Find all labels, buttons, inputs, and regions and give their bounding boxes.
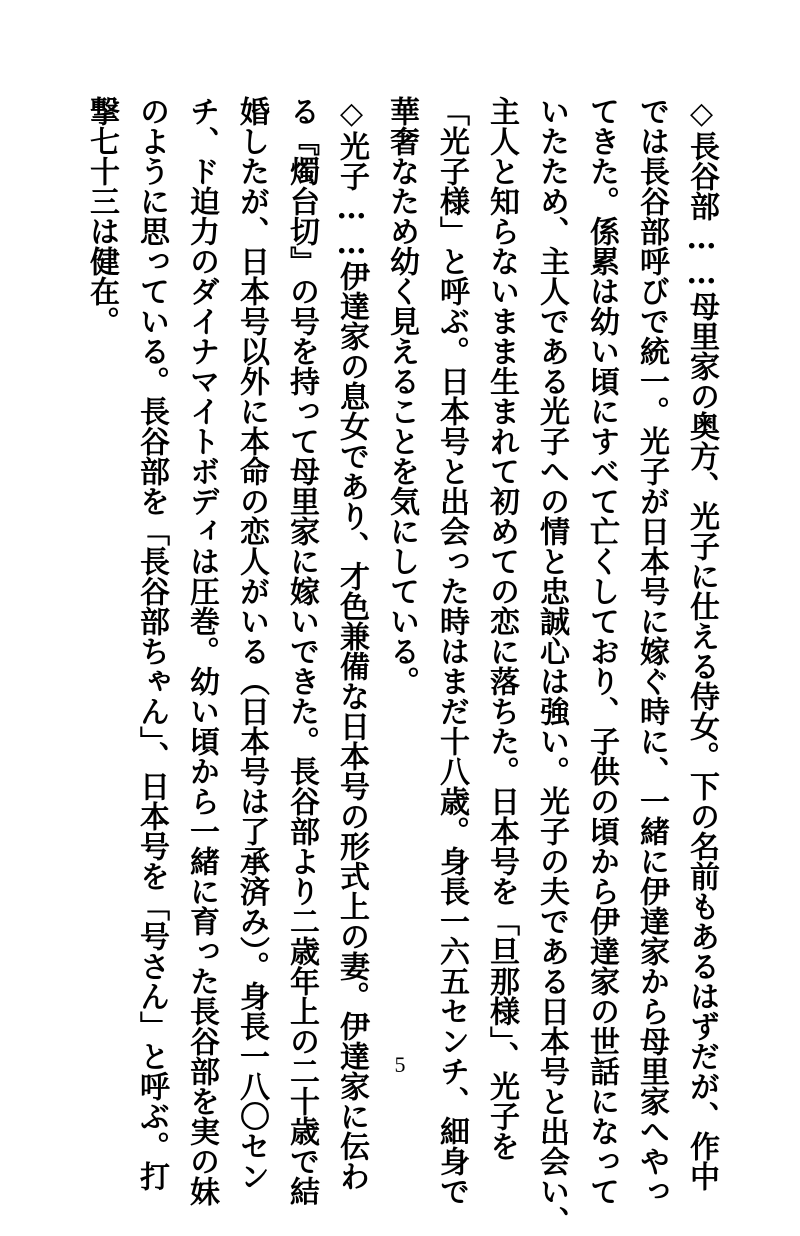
page-number: 5 [394,1052,406,1077]
text-column-2: では長谷部呼びで統一。光子が日本号に嫁ぐ時に、一緒に伊達家から母里家へやっ [634,96,669,1206]
text-column-7: 華奢なため幼く見えることを気にしている。 [384,96,419,696]
text-column-5: 主人と知らないまま生まれて初めての恋に落ちた。日本号を「旦那様」、光子を [484,96,519,1161]
text-column-6: 「光子様」と呼ぶ。日本号と出会った時はまだ十八歳。身長一六五センチ、細身で [434,96,469,1206]
text-column-11: チ、ド迫力のダイナマイトボディは圧巻。幼い頃から一緒に育った長谷部を実の妹 [184,96,219,1206]
text-column-12: のように思っている。長谷部を「長谷部ちゃん」、日本号を「号さん」と呼ぶ。打 [134,96,169,1191]
text-column-10: 婚したが、日本号以外に本命の恋人がいる（日本号は了承済み）。身長一八〇セン [234,96,269,1191]
text-column-1: ◇長谷部……母里家の奥方、光子に仕える侍女。下の名前もあるはずだが、作中 [684,96,719,1191]
text-column-8: ◇光子……伊達家の息女であり、才色兼備な日本号の形式上の妻。伊達家に伝わ [334,96,369,1191]
text-column-9: る『燭台切』の号を持って母里家に嫁いできた。長谷部より二歳年上の二十歳で結 [284,96,319,1206]
text-column-3: てきた。係累は幼い頃にすべて亡くしており、子供の頃から伊達家の世話になって [584,96,619,1206]
text-column-13: 撃七十三は健在。 [84,96,119,336]
text-column-4: いたため、主人である光子への情と忠誠心は強い。光子の夫である日本号と出会い、 [534,96,569,1236]
